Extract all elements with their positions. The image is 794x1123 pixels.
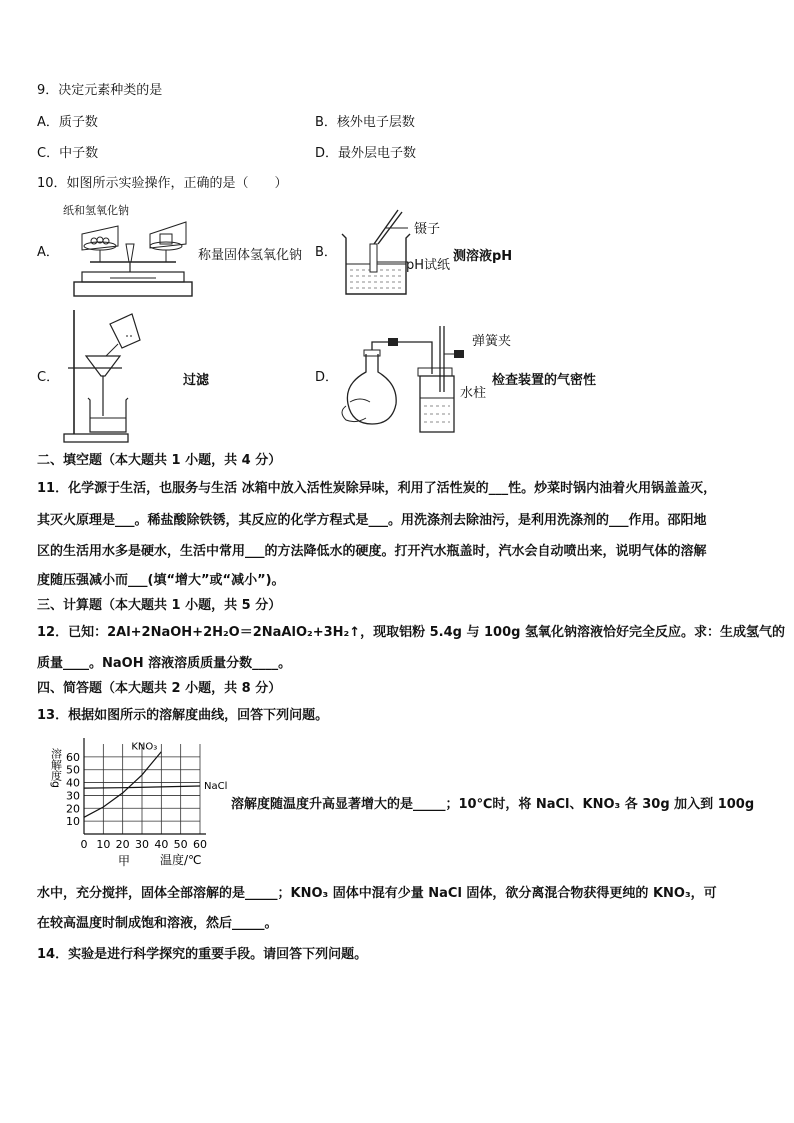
chart-x-tick-label: 0 — [80, 838, 88, 851]
section-2-heading: 二、填空题（本大题共 1 小题，共 4 分） — [37, 453, 282, 468]
q10-option-a-letter[interactable]: A． — [37, 245, 59, 260]
q9-option-a[interactable]: A．质子数 — [37, 115, 98, 130]
q10-d-caption: 检查装置的气密性 — [492, 373, 597, 388]
q12-line-1: 12．已知：2Al+2NaOH+2H₂O＝2NaAlO₂+3H₂↑，现取铝粉 5.4g 与 100g 氢氧化钠溶液恰好完全反应。求：生成氢气的 — [37, 625, 785, 640]
q10-option-d-letter[interactable]: D． — [315, 370, 339, 385]
q13-line-3: 在较高温度时制成饱和溶液，然后_____。 — [37, 916, 278, 931]
chart-x-tick-label: 50 — [173, 838, 188, 851]
q11-line-2: 其灭火原理是___。稀盐酸除铁锈，其反应的化学方程式是___。用洗涤剂去除油污，是利用洗涤剂的___作用。邵阳地 — [37, 513, 707, 528]
solubility-chart — [44, 736, 230, 868]
q14-stem: 14．实验是进行科学探究的重要手段。请回答下列问题。 — [37, 947, 368, 962]
chart-x-tick-label: 30 — [135, 838, 149, 851]
q9-option-c[interactable]: C．中子数 — [37, 146, 99, 161]
chart-y-tick-label: 20 — [66, 802, 80, 816]
chart-y-tick-label: 30 — [66, 789, 80, 803]
ph-beaker-figure — [336, 204, 416, 300]
chart-x-tick-label: 20 — [115, 838, 130, 851]
chart-y-tick-label: 60 — [66, 750, 80, 764]
q10-d-water-label: 水柱 — [460, 386, 487, 401]
q10-option-c-letter[interactable]: C． — [37, 370, 60, 385]
q10-b-tweezers-label: 镊子 — [414, 222, 441, 237]
chart-caption: 甲 — [118, 854, 131, 868]
chart-y-tick-label: 50 — [66, 763, 80, 777]
section-4-heading: 四、简答题（本大题共 2 小题，共 8 分） — [37, 681, 282, 696]
q12-line-2: 质量____。NaOH 溶液溶质质量分数____。 — [37, 656, 292, 671]
q13-stem: 13．根据如图所示的溶解度曲线，回答下列问题。 — [37, 708, 329, 723]
chart-y-tick-label: 10 — [66, 815, 80, 829]
q10-b-paper-label: pH试纸 — [406, 258, 451, 273]
airtightness-figure — [336, 322, 466, 434]
q10-d-clip-label: 弹簧夹 — [472, 334, 512, 349]
chart-y-tick-label: 40 — [66, 776, 80, 790]
chart-x-tick-label: 10 — [96, 838, 111, 851]
q13-inline-text: 溶解度随温度升高显著增大的是_____；10℃时，将 NaCl、KNO₃ 各 30g 加入到 100g — [231, 797, 755, 812]
q9-option-b[interactable]: B．核外电子层数 — [315, 115, 415, 130]
chart-xlabel: 温度/℃ — [160, 853, 202, 867]
q10-b-caption: 测溶液pH — [453, 249, 513, 264]
chart-series-label: NaCl — [204, 781, 228, 793]
section-3-heading: 三、计算题（本大题共 1 小题，共 5 分） — [37, 598, 282, 613]
q11-line-1: 11．化学源于生活，也服务与生活 冰箱中放入活性炭除异味，利用了活性炭的___性。炒菜时锅内油着火用锅盖盖灭， — [37, 481, 717, 496]
q10-c-caption: 过滤 — [183, 373, 210, 388]
q9-stem: 9．决定元素种类的是 — [37, 83, 163, 98]
chart-series-label: KNO₃ — [131, 741, 158, 753]
q10-a-caption: 称量固体氢氧化钠 — [198, 248, 303, 263]
q11-line-3: 区的生活用水多是硬水，生活中常用___的方法降低水的硬度。打开汽水瓶盖时，汽水会自动喷出来，说明气体的溶解 — [37, 544, 707, 559]
q13-line-2: 水中，充分搅拌，固体全部溶解的是_____；KNO₃ 固体中混有少量 NaCl 固体，欲分离混合物获得更纯的 KNO₃，可 — [37, 886, 717, 901]
chart-ylabel: 溶解度g — [49, 748, 63, 788]
q10-stem: 10．如图所示实验操作，正确的是（ ） — [37, 176, 288, 191]
chart-x-tick-label: 40 — [154, 838, 169, 851]
chart-grid — [84, 741, 200, 834]
q9-option-d[interactable]: D．最外层电子数 — [315, 146, 417, 161]
chart-x-tick-label: 60 — [193, 838, 207, 851]
q10-a-top-label: 纸和氢氧化钠 — [63, 204, 129, 217]
balance-figure — [70, 216, 200, 300]
filtration-figure — [60, 306, 170, 446]
q11-line-4: 度随压强减小而___(填“增大”或“减小”)。 — [37, 573, 285, 588]
q10-option-b-letter[interactable]: B． — [315, 245, 337, 260]
